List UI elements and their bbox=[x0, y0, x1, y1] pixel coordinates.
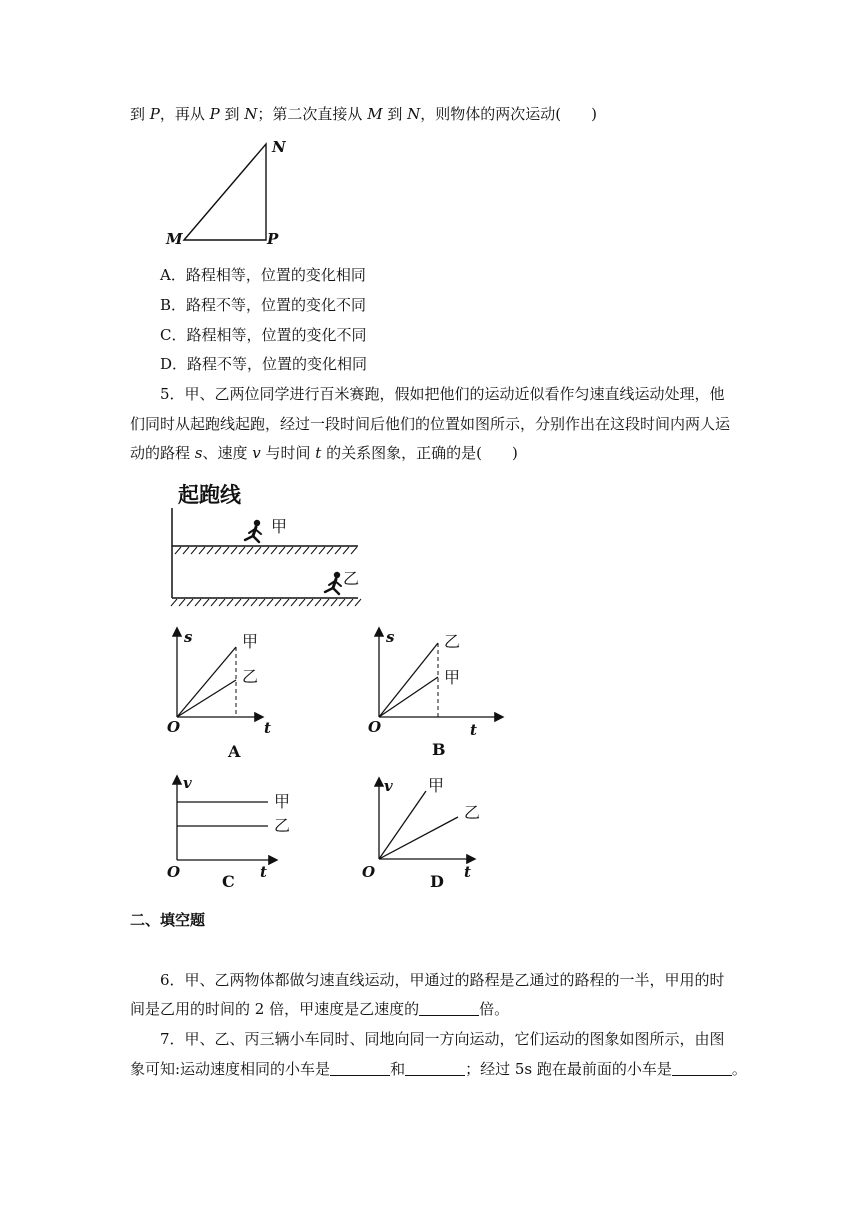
upper-line-label: 甲 bbox=[274, 792, 291, 811]
label-n: N bbox=[272, 138, 286, 156]
origin-label: O bbox=[362, 863, 376, 881]
q4-triangle-figure bbox=[150, 130, 300, 255]
q7-answer-blank-3[interactable] bbox=[672, 1061, 732, 1076]
q4-stem-part: ，则物体的两次运动( ) bbox=[420, 105, 597, 123]
line-lower bbox=[379, 817, 458, 859]
lower-line-label: 甲 bbox=[444, 668, 461, 687]
q6-stem-line2 bbox=[130, 999, 509, 1019]
lower-line-label: 乙 bbox=[242, 667, 259, 686]
q7-text: 和 bbox=[390, 1060, 406, 1078]
q4-stem-part: ；第二次直接从 bbox=[257, 105, 368, 123]
graph-caption: B bbox=[432, 740, 446, 759]
q4-option-a[interactable]: A．路程相等，位置的变化相同 bbox=[160, 266, 366, 284]
q4-stem-part: P bbox=[209, 105, 220, 123]
upper-line-label: 甲 bbox=[428, 776, 445, 795]
line-upper bbox=[379, 643, 438, 717]
runner-jia-label: 甲 bbox=[271, 517, 288, 536]
q4-stem-part: M bbox=[367, 105, 383, 123]
q4-stem-part: N bbox=[407, 105, 421, 123]
q4-option-c[interactable]: C．路程相等，位置的变化不同 bbox=[160, 326, 367, 344]
q5-stem-part: 动的路程 bbox=[130, 444, 195, 462]
q5-track-figure bbox=[165, 478, 365, 608]
line-lower bbox=[177, 680, 236, 717]
q5-stem-part: v bbox=[252, 444, 261, 462]
q7-text: 象可知:运动速度相同的小车是 bbox=[130, 1060, 331, 1078]
q5-stem-part: 、速度 bbox=[202, 444, 253, 462]
graph-d bbox=[362, 773, 512, 893]
y-axis-label: v bbox=[384, 777, 393, 795]
label-m: M bbox=[166, 230, 183, 248]
graph-caption: C bbox=[222, 872, 235, 891]
label-p: P bbox=[267, 230, 279, 248]
q5-stem-line2: 们同时从起跑线起跑，经过一段时间后他们的位置如图所示，分别作出在这段时间内两人运 bbox=[130, 415, 731, 433]
q6-text: 倍。 bbox=[479, 1000, 510, 1018]
graph-caption: A bbox=[228, 742, 241, 761]
line-upper bbox=[177, 647, 236, 717]
q4-stem-part: ，再从 bbox=[159, 105, 210, 123]
q6-stem-line1: 6．甲、乙两物体都做匀速直线运动，甲通过的路程是乙通过的路程的一半，甲用的时 bbox=[160, 971, 725, 989]
x-axis-label: t bbox=[464, 863, 471, 881]
runner-yi-label: 乙 bbox=[343, 569, 360, 588]
q5-stem-part: t bbox=[315, 444, 322, 462]
q7-answer-blank-1[interactable] bbox=[330, 1061, 390, 1076]
x-axis-label: t bbox=[264, 719, 271, 737]
origin-label: O bbox=[368, 718, 382, 736]
y-axis-label: s bbox=[386, 628, 395, 646]
q7-stem-line1: 7．甲、乙、丙三辆小车同时、同地向同一方向运动，它们运动的图象如图所示，由图 bbox=[160, 1030, 725, 1048]
lower-line-label: 乙 bbox=[464, 803, 481, 822]
runner-jia-icon bbox=[245, 520, 261, 542]
q4-stem-part: N bbox=[244, 105, 258, 123]
y-axis-label: s bbox=[184, 628, 193, 646]
origin-label: O bbox=[167, 718, 181, 736]
origin-label: O bbox=[167, 863, 181, 881]
q7-text: ；经过 5s 跑在最前面的小车是 bbox=[465, 1060, 672, 1078]
q5-stem-line1: 5．甲、乙两位同学进行百米赛跑，假如把他们的运动近似看作匀速直线运动处理，他 bbox=[160, 385, 725, 403]
q5-stem-part: 与时间 bbox=[260, 444, 316, 462]
q4-stem bbox=[130, 104, 597, 124]
q4-stem-part: P bbox=[149, 105, 160, 123]
line-upper bbox=[379, 791, 426, 859]
line-lower bbox=[379, 677, 438, 717]
runner-yi-icon bbox=[325, 572, 341, 594]
q4-option-b[interactable]: B．路程不等，位置的变化不同 bbox=[160, 296, 367, 314]
q6-answer-blank[interactable] bbox=[419, 1001, 479, 1016]
graph-a bbox=[160, 625, 300, 765]
q4-stem-part: 到 bbox=[382, 105, 408, 123]
q7-text: 。 bbox=[731, 1060, 747, 1078]
q6-text: 间是乙用的时间的 2 倍，甲速度是乙速度的 bbox=[130, 1000, 420, 1018]
q7-stem-line2 bbox=[130, 1059, 747, 1079]
q7-answer-blank-2[interactable] bbox=[405, 1061, 465, 1076]
upper-line-label: 乙 bbox=[444, 632, 461, 651]
start-line-title: 起跑线 bbox=[178, 482, 241, 507]
y-axis-label: v bbox=[183, 774, 192, 792]
lower-line-label: 乙 bbox=[274, 816, 291, 835]
x-axis-label: t bbox=[470, 721, 477, 739]
q5-stem-part: s bbox=[194, 444, 203, 462]
q4-stem-part: 到 bbox=[130, 105, 150, 123]
q5-stem-part: 的关系图象，正确的是( ) bbox=[321, 444, 518, 462]
x-axis-label: t bbox=[260, 863, 267, 881]
upper-line-label: 甲 bbox=[242, 632, 259, 651]
q5-stem-line3 bbox=[130, 443, 518, 463]
graph-c bbox=[160, 773, 310, 893]
graph-b bbox=[362, 625, 512, 765]
graph-caption: D bbox=[430, 872, 444, 891]
section-heading: 二、填空题 bbox=[130, 911, 206, 929]
q4-option-d[interactable]: D．路程不等，位置的变化相同 bbox=[160, 355, 368, 373]
q4-stem-part: 到 bbox=[219, 105, 245, 123]
